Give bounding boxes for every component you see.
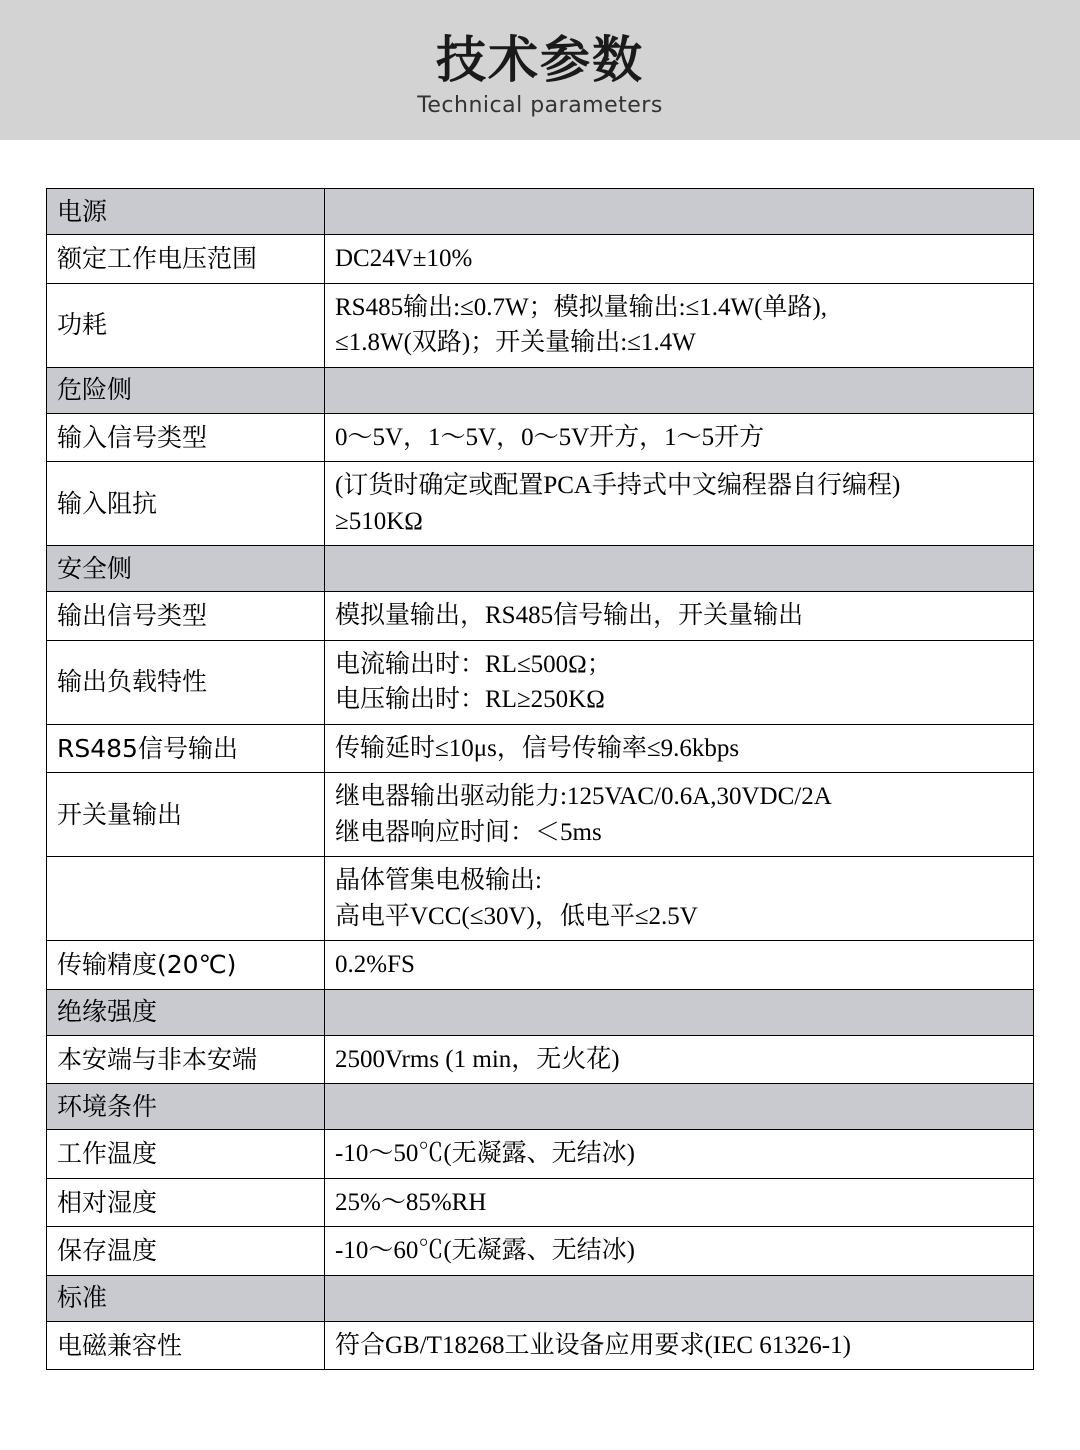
table-row xyxy=(47,283,1034,367)
value-line: RS485输出:≤0.7W；模拟量输出:≤1.4W(单路), xyxy=(335,293,828,321)
parameter-value xyxy=(325,1084,1034,1130)
value-line: ≤1.8W(双路)；开关量输出:≤1.4W xyxy=(335,329,696,356)
parameter-label: 本安端与非本安端 xyxy=(47,1035,325,1084)
parameter-value xyxy=(325,989,1034,1035)
section-label: 安全侧 xyxy=(47,546,325,592)
parameter-value xyxy=(325,1275,1034,1321)
table-row xyxy=(47,773,1034,857)
parameter-value xyxy=(325,773,1034,857)
table-row xyxy=(47,1227,1034,1276)
value-line: 电压输出时：RL≥250KΩ xyxy=(335,686,605,713)
section-row xyxy=(47,189,1034,235)
value-line: 传输延时≤10μs，信号传输率≤9.6kbps xyxy=(335,734,740,762)
section-row xyxy=(47,1084,1034,1130)
table-row xyxy=(47,640,1034,724)
parameter-value xyxy=(325,413,1034,462)
table-row xyxy=(47,1130,1034,1179)
parameter-value xyxy=(325,235,1034,284)
table-row xyxy=(47,857,1034,941)
value-line: 0～5V，1～5V，0～5V开方，1～5开方 xyxy=(335,423,765,451)
parameter-value xyxy=(325,857,1034,941)
parameter-value xyxy=(325,1227,1034,1276)
parameter-value xyxy=(325,189,1034,235)
parameter-label: 电磁兼容性 xyxy=(47,1321,325,1370)
value-line: DC24V±10% xyxy=(335,245,473,272)
table-row xyxy=(47,413,1034,462)
table-row xyxy=(47,941,1034,990)
parameter-value xyxy=(325,592,1034,641)
section-row xyxy=(47,546,1034,592)
parameter-label: RS485信号输出 xyxy=(47,724,325,773)
value-line: (订货时确定或配置PCA手持式中文编程器自行编程) xyxy=(335,472,901,499)
value-line: ≥510KΩ xyxy=(335,507,423,535)
table-row xyxy=(47,1035,1034,1084)
parameter-value xyxy=(325,1321,1034,1370)
spec-table-container xyxy=(0,140,1080,1370)
value-line: -10～50℃(无凝露、无结冰) xyxy=(335,1140,635,1167)
parameter-value xyxy=(325,546,1034,592)
parameter-label: 工作温度 xyxy=(47,1130,325,1179)
table-row xyxy=(47,1321,1034,1370)
value-line: 继电器响应时间：＜5ms xyxy=(335,818,602,846)
parameter-label: 开关量输出 xyxy=(47,773,325,857)
section-label: 电源 xyxy=(47,189,325,235)
value-line: 继电器输出驱动能力:125VAC/0.6A,30VDC/2A xyxy=(335,783,832,810)
parameter-label: 额定工作电压范围 xyxy=(47,235,325,284)
value-line: 晶体管集电极输出: xyxy=(335,867,542,894)
section-label: 危险侧 xyxy=(47,367,325,413)
value-line: 模拟量输出，RS485信号输出，开关量输出 xyxy=(335,602,804,629)
table-body xyxy=(47,189,1034,1370)
page-header xyxy=(0,0,1080,140)
parameter-value xyxy=(325,462,1034,546)
parameter-value xyxy=(325,640,1034,724)
page-title-en: Technical parameters xyxy=(417,93,663,119)
parameter-value xyxy=(325,1178,1034,1227)
section-label: 标准 xyxy=(47,1275,325,1321)
section-label: 绝缘强度 xyxy=(47,989,325,1035)
value-line: 高电平VCC(≤30V)，低电平≤2.5V xyxy=(335,902,698,930)
section-row xyxy=(47,1275,1034,1321)
parameter-label: 输入信号类型 xyxy=(47,413,325,462)
parameter-value xyxy=(325,1035,1034,1084)
technical-parameters-table xyxy=(46,188,1034,1370)
value-line: 2500Vrms (1 min，无火花) xyxy=(335,1045,620,1073)
table-row xyxy=(47,235,1034,284)
value-line: -10～60℃(无凝露、无结冰) xyxy=(335,1237,635,1264)
parameter-value xyxy=(325,724,1034,773)
parameter-label: 输出负载特性 xyxy=(47,640,325,724)
table-row xyxy=(47,724,1034,773)
parameter-label: 输入阻抗 xyxy=(47,462,325,546)
parameter-label: 相对湿度 xyxy=(47,1178,325,1227)
parameter-label: 输出信号类型 xyxy=(47,592,325,641)
table-row xyxy=(47,592,1034,641)
value-line: 25%～85%RH xyxy=(335,1188,487,1216)
section-label: 环境条件 xyxy=(47,1084,325,1130)
value-line: 0.2%FS xyxy=(335,951,415,978)
parameter-value xyxy=(325,283,1034,367)
parameter-label: 功耗 xyxy=(47,283,325,367)
value-line: 符合GB/T18268工业设备应用要求(IEC 61326-1) xyxy=(335,1331,851,1359)
parameter-value xyxy=(325,941,1034,990)
parameter-value xyxy=(325,1130,1034,1179)
page-title-cn: 技术参数 xyxy=(436,30,644,89)
section-row xyxy=(47,367,1034,413)
parameter-label xyxy=(47,857,325,941)
parameter-label: 传输精度(20℃) xyxy=(47,941,325,990)
value-line: 电流输出时：RL≤500Ω； xyxy=(335,650,612,678)
parameter-label: 保存温度 xyxy=(47,1227,325,1276)
table-row xyxy=(47,1178,1034,1227)
parameter-value xyxy=(325,367,1034,413)
section-row xyxy=(47,989,1034,1035)
table-row xyxy=(47,462,1034,546)
